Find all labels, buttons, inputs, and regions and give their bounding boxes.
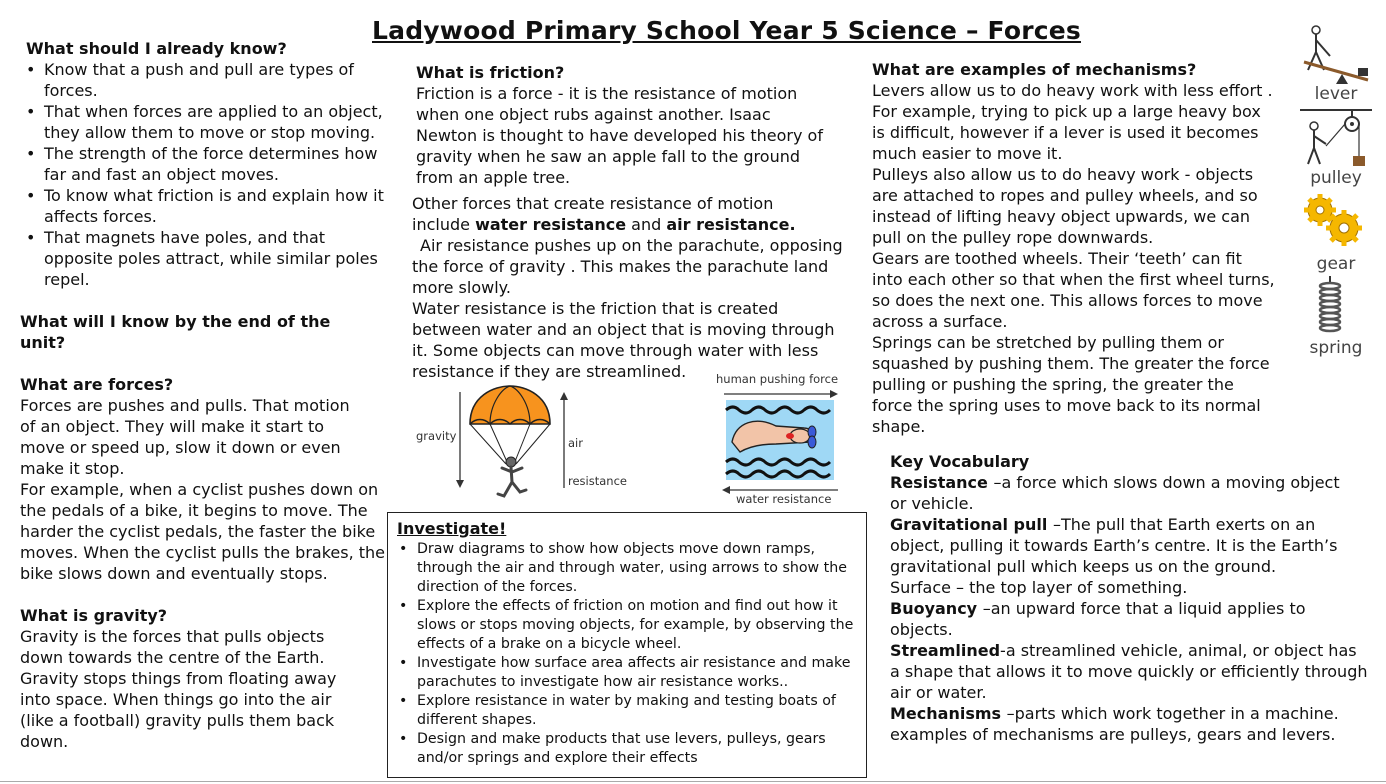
investigate-list: [397, 540, 858, 768]
list-item: • The strength of the force determines how far and fast an object moves.: [24, 143, 392, 185]
swimmer-icon: [716, 386, 846, 508]
gear-label: gear: [1316, 254, 1356, 274]
water-resistance-term: water resistance: [475, 215, 627, 234]
vocab-term: Mechanisms: [890, 704, 1007, 723]
gears-text: Gears are toothed wheels. Their ‘teeth’ can fit into each other so that when the first wheel turns, so does the next one. This allows forces to move across a surface.: [872, 249, 1275, 331]
levers-text: Levers allow us to do heavy work with less effort . For example, trying to pick up a large heavy box is difficult, however if a lever is used it becomes much easier to move it.: [872, 81, 1273, 163]
left-column: [20, 38, 392, 752]
vocab-heading: Key Vocabulary: [890, 452, 1030, 471]
gear-icon: [1296, 192, 1376, 252]
and-text: and: [626, 215, 667, 234]
already-know-list: [24, 59, 392, 290]
investigate-heading: Investigate!: [397, 519, 507, 538]
other-forces-text: [412, 193, 832, 235]
spring-icon: [1296, 276, 1376, 336]
water-resistance-text: Water resistance is the friction that is created between water and an object that is moving through it. Some objects can move through water with less resistance if they are streamlined.: [412, 299, 835, 381]
vocab-resistance: [890, 472, 1360, 514]
end-of-unit-heading: What will I know by the end of the unit?: [20, 312, 331, 352]
gravity-label: gravity: [416, 429, 457, 443]
middle-column: [412, 62, 852, 382]
water-resistance-label: water resistance: [736, 492, 832, 506]
vocab-term: Gravitational pull: [890, 515, 1053, 534]
vocab-streamlined: [890, 640, 1370, 703]
bottom-divider: [0, 781, 1386, 782]
mechanism-icons: [1296, 22, 1376, 358]
lever-icon: [1296, 22, 1376, 84]
human-pushing-force-label: human pushing force: [716, 372, 839, 386]
gravity-heading: What is gravity?: [20, 606, 168, 625]
list-item: • Draw diagrams to show how objects move down ramps, through the air and through water, using arrows to show the direction of the forces.: [397, 540, 858, 597]
investigate-box: [387, 512, 867, 778]
parachute-illustration: [414, 384, 634, 504]
list-item: • Explore the effects of friction on motion and find out how it slows or stops moving objects, for example, by observing the effects of a brake on a bicycle wheel.: [397, 597, 858, 654]
mechanisms-section: [872, 59, 1290, 437]
vocab-definition: -a streamlined vehicle, animal, or object has a shape that allows it to move quickly or efficiently through air or water.: [890, 641, 1368, 702]
vocab-surface: Surface – the top layer of something.: [890, 578, 1188, 597]
air-resistance-text: Air resistance pushes up on the parachute, opposing the force of gravity . This makes the parachute land more slowly.: [412, 236, 843, 297]
vocab-term: Streamlined: [890, 641, 1001, 660]
page-title: Ladywood Primary School Year 5 Science – Forces: [372, 16, 1081, 45]
forces-heading: What are forces?: [20, 375, 174, 394]
air-resistance-term: air resistance.: [666, 215, 796, 234]
already-know-heading: What should I already know?: [26, 39, 287, 58]
list-item: • That magnets have poles, and that opposite poles attract, while similar poles repel.: [24, 227, 392, 290]
resistance-label: resistance: [568, 474, 627, 488]
spring-label: spring: [1309, 338, 1363, 358]
swimmer-illustration: [716, 372, 846, 508]
key-vocabulary: [890, 451, 1380, 745]
list-item: • Design and make products that use levers, pulleys, gears and/or springs and explore their effects: [397, 730, 858, 768]
vocab-definition: –an upward force that a liquid applies to objects.: [890, 599, 1306, 639]
list-item: • Know that a push and pull are types of forces.: [24, 59, 392, 101]
vocab-buoyancy: [890, 598, 1310, 640]
forces-text-2: For example, when a cyclist pushes down on the pedals of a bike, it begins to move. The harder the cyclist pedals, the faster the bike moves. When the cyclist pulls the brakes, the bike slows down and eventually stops.: [20, 480, 386, 583]
air-label: air: [568, 436, 583, 450]
mechanisms-heading: What are examples of mechanisms?: [872, 60, 1197, 79]
pulley-label: pulley: [1310, 168, 1362, 188]
pulleys-text: Pulleys also allow us to do heavy work - objects are attached to ropes and pulley wheels, and so instead of lifting heavy object upwards, we can pull on the pulley rope downwards.: [872, 165, 1258, 247]
vocab-definition: –a force which slows down a moving object or vehicle.: [890, 473, 1340, 513]
lever-label: lever: [1314, 84, 1358, 104]
vocab-term: Resistance: [890, 473, 994, 492]
pulley-icon: [1296, 108, 1376, 168]
friction-heading: What is friction?: [416, 63, 565, 82]
friction-text: Friction is a force - it is the resistance of motion when one object rubs against another. Isaac Newton is thought to have developed his theory of gravity when he saw an apple fall to the ground from an apple tree.: [416, 84, 823, 187]
list-item: • To know what friction is and explain how it affects forces.: [24, 185, 392, 227]
list-item: • Explore resistance in water by making and testing boats of different shapes.: [397, 692, 858, 730]
springs-text: Springs can be stretched by pulling them or squashed by pushing them. The greater the force pulling or pushing the spring, the greater the force the spring uses to move back to its normal shape.: [872, 333, 1270, 436]
other-forces-prefix: Other forces that create resistance of motion include: [412, 194, 774, 234]
gravity-text: Gravity is the forces that pulls objects down towards the centre of the Earth. Gravity stops things from floating away into space. When things go into the air (like a football) gravity pulls them back down.: [20, 627, 337, 751]
vocab-definition: –The pull that Earth exerts on an object, pulling it towards Earth’s centre. It is the Earth’s gravitational pull which keeps us on the ground.: [890, 515, 1338, 576]
vocab-gravitational-pull: [890, 514, 1365, 577]
vocab-mechanisms: [890, 703, 1352, 745]
forces-text-1: Forces are pushes and pulls. That motion of an object. They will make it start to move or speed up, slow it down or even make it stop.: [20, 396, 350, 478]
vocab-definition: –parts which work together in a machine. examples of mechanisms are pulleys, gears and levers.: [890, 704, 1339, 744]
list-item: • Investigate how surface area affects air resistance and make parachutes to investigate how air resistance works..: [397, 654, 858, 692]
vocab-term: Buoyancy: [890, 599, 983, 618]
list-item: • That when forces are applied to an object, they allow them to move or stop moving.: [24, 101, 392, 143]
